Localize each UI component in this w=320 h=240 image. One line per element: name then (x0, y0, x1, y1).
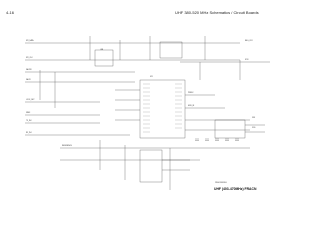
signal-label: SPI_CLK (26, 58, 33, 59)
signal-label: LOCK_DET (26, 100, 35, 101)
signal-label: NEG_VCO (245, 41, 253, 42)
page-number: 4-16 (6, 10, 15, 15)
signal-label: MOD_IN (188, 106, 195, 107)
signal-label: SPI_DATA (26, 41, 34, 42)
signal-label: DACRX (26, 70, 32, 71)
page-header-title: UHF 380-520 MHz Schematics / Circuit Boards (175, 10, 259, 15)
ic-reference-label: U21 (150, 77, 153, 78)
signal-label: DACR (26, 80, 31, 81)
signal-label: FREF (26, 113, 31, 114)
signal-label: SYN (245, 60, 249, 61)
signal-label: RX_INJ (26, 133, 32, 134)
signal-label: LSB (100, 50, 104, 51)
signal-label: REFERENCE (62, 146, 72, 147)
signal-label: VSF (252, 118, 256, 119)
signal-label: VDD (252, 128, 256, 129)
signal-label: TX_INJ (26, 121, 32, 122)
document-code: ZWG0130198-B (215, 183, 227, 184)
signal-label: PRESC (188, 93, 194, 94)
band-title: UHF (403-470MHz) FRACN (214, 187, 257, 191)
